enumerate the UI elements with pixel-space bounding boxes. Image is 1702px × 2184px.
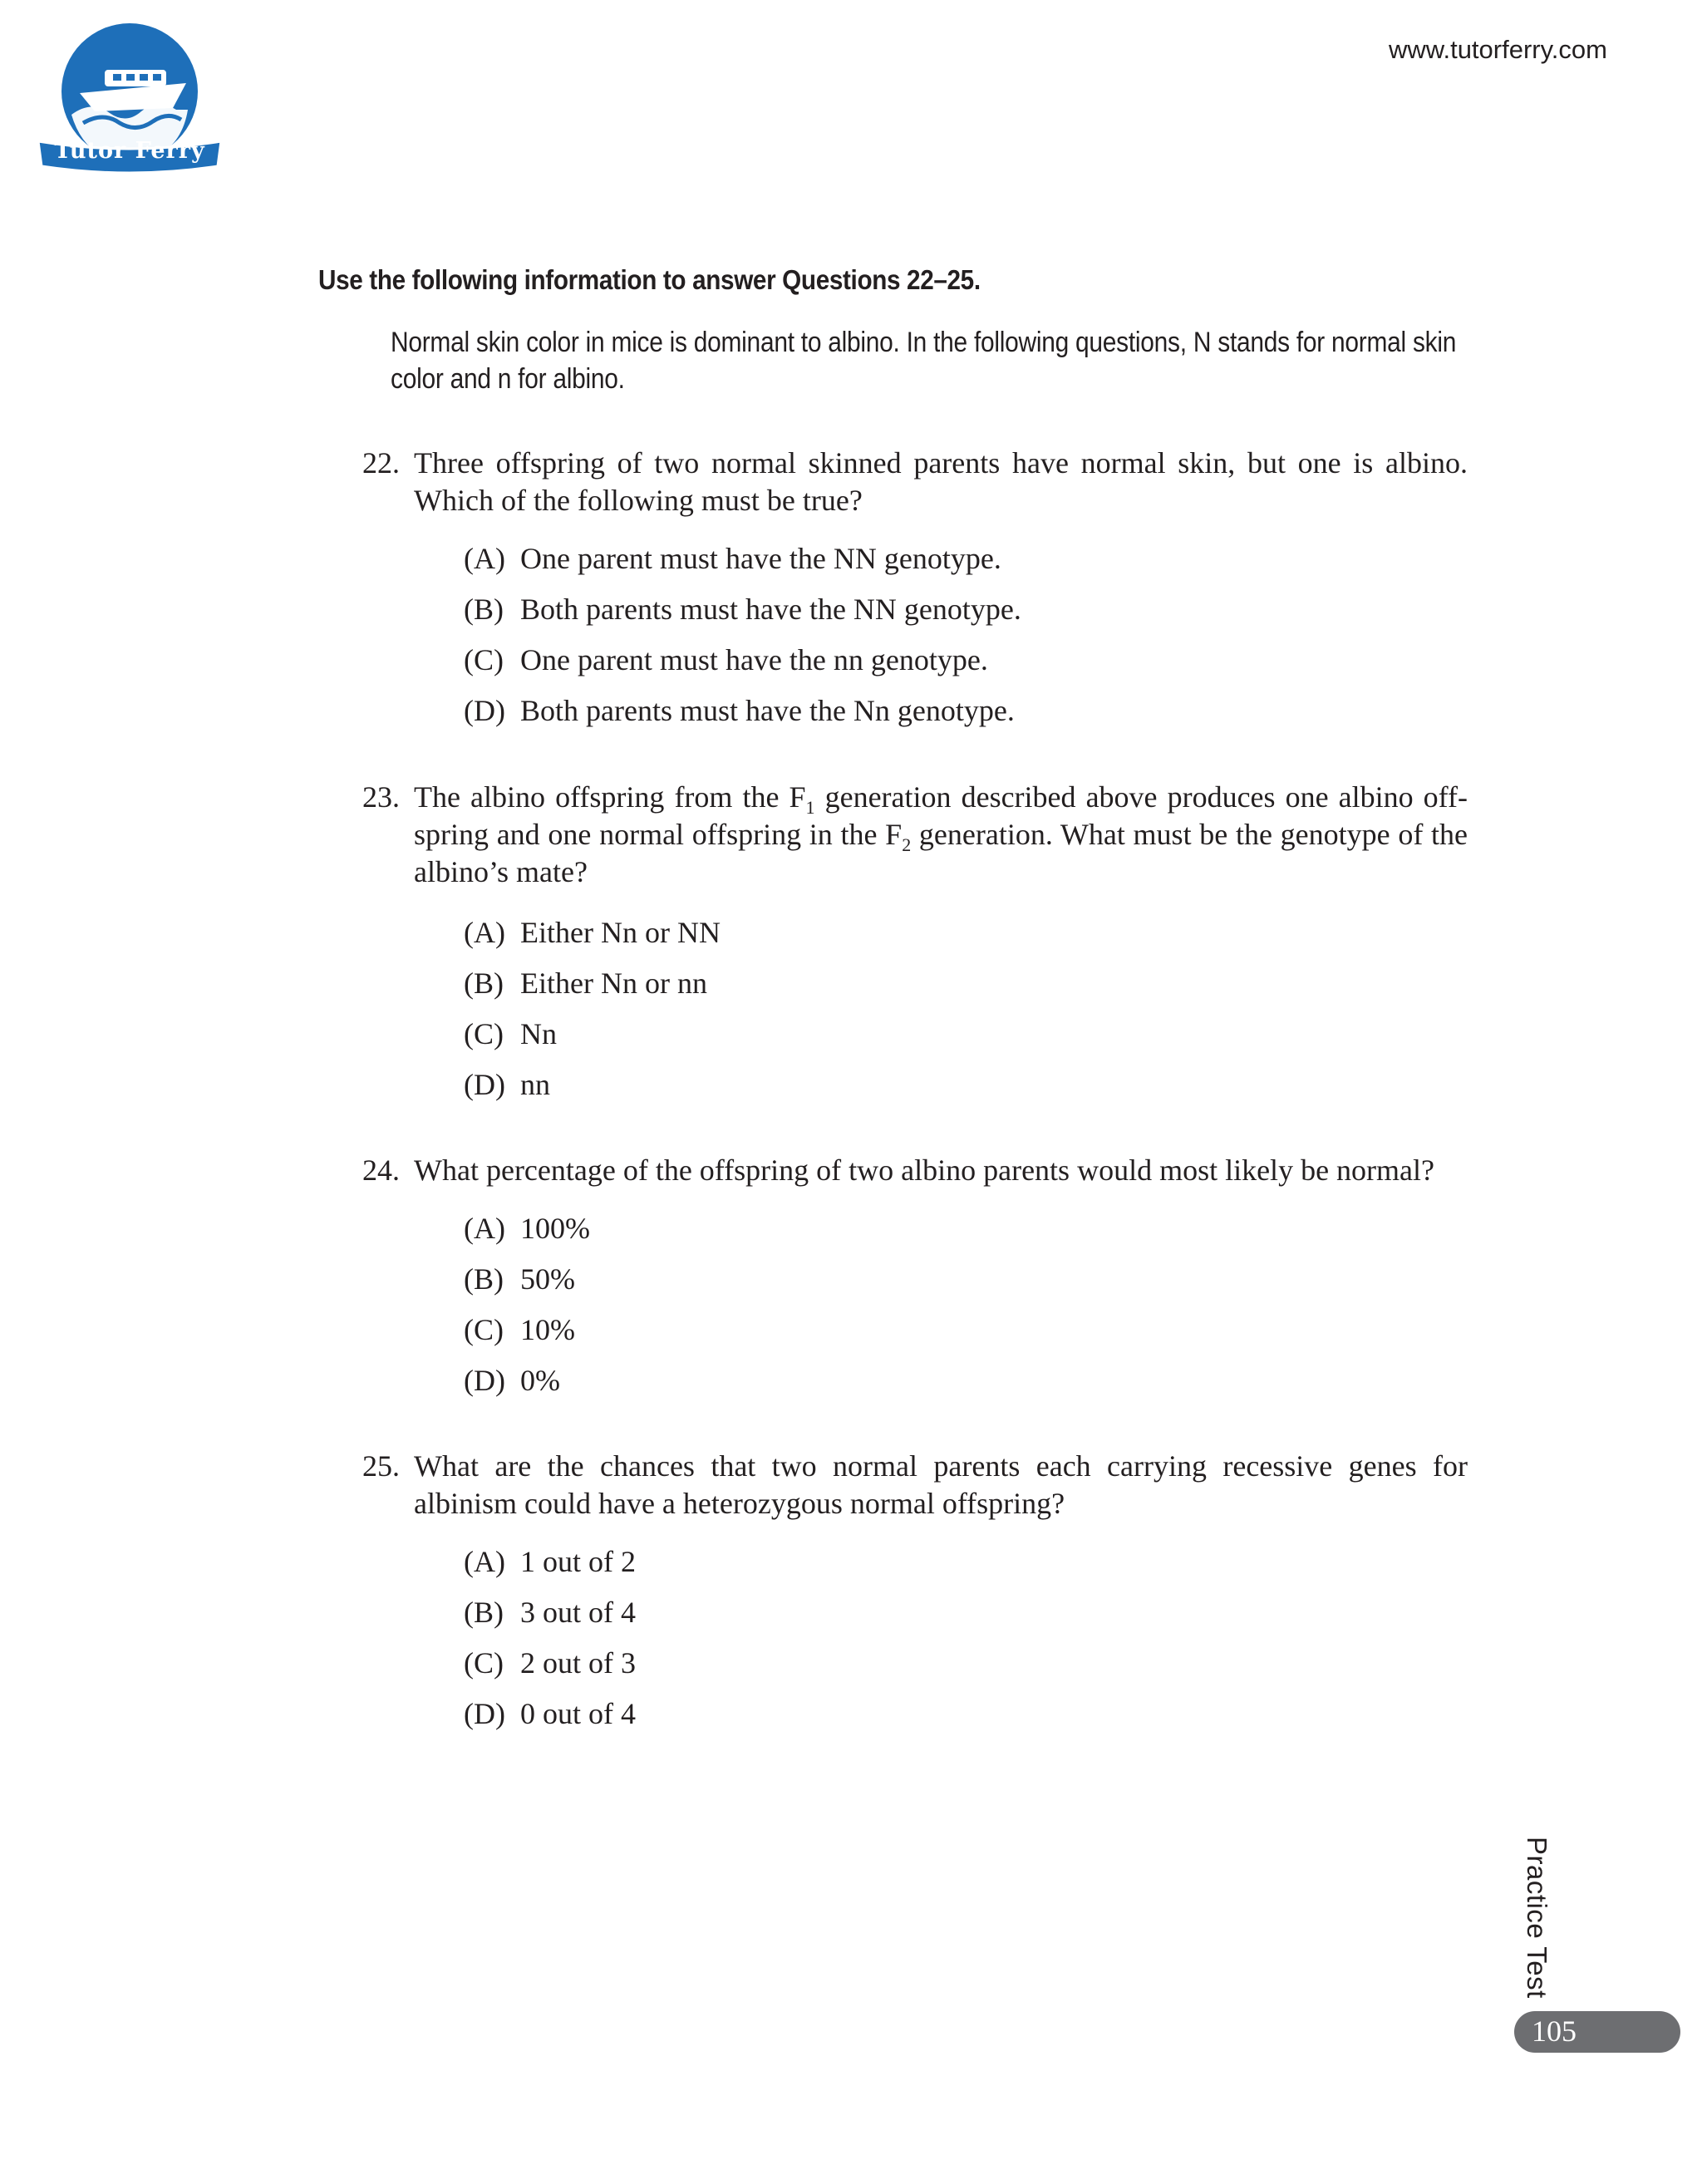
option-letter: (B) (464, 1596, 504, 1629)
page-number: 105 (1532, 2014, 1577, 2048)
option-letter: (A) (464, 916, 505, 949)
question-stem (362, 1152, 1468, 1189)
option-letter: (A) (464, 542, 505, 575)
answer-option[interactable] (464, 965, 1468, 1016)
option-text: Both parents must have the NN genotype. (520, 593, 1021, 626)
option-text: Either Nn or NN (520, 916, 721, 949)
option-text: 3 out of 4 (520, 1596, 636, 1629)
answer-options (464, 1543, 1468, 1746)
question-number: 22. (362, 446, 400, 480)
option-letter: (D) (464, 1364, 505, 1397)
question-23 (362, 779, 1468, 1117)
option-letter: (C) (464, 643, 504, 676)
question-text: What percentage of the offspring of two albino parents would most likely be normal? (414, 1153, 1434, 1187)
option-letter: (A) (464, 1545, 505, 1578)
context-paragraph: Normal skin color in mice is dominant to albino. In the following questions, N stands for normal skin color and n for albino. (391, 327, 1457, 395)
answer-option[interactable] (464, 1645, 1468, 1695)
option-text: 2 out of 3 (520, 1646, 636, 1680)
question-number: 25. (362, 1449, 400, 1483)
option-text: nn (520, 1068, 550, 1101)
option-text: Either Nn or nn (520, 967, 707, 1000)
option-text: Nn (520, 1017, 557, 1050)
question-number: 24. (362, 1153, 400, 1187)
option-text: Both parents must have the Nn genotype. (520, 694, 1015, 727)
option-letter: (D) (464, 1697, 505, 1730)
option-text: 100% (520, 1212, 590, 1245)
answer-option[interactable] (464, 692, 1468, 743)
answer-options (464, 1210, 1468, 1413)
logo-text: Tutor Ferry (54, 138, 205, 164)
answer-option[interactable] (464, 1261, 1468, 1311)
option-text: One parent must have the NN genotype. (520, 542, 1001, 575)
option-text: 10% (520, 1313, 575, 1346)
answer-option[interactable] (464, 914, 1468, 965)
answer-option[interactable] (464, 1066, 1468, 1117)
answer-option[interactable] (464, 1311, 1468, 1362)
question-number: 23. (362, 780, 400, 814)
question-stem (362, 445, 1468, 519)
tutor-ferry-logo (33, 17, 226, 175)
question-25 (362, 1448, 1468, 1746)
answer-option[interactable] (464, 591, 1468, 642)
instruction-heading: Use the following information to answer Questions 22–25. (318, 264, 981, 295)
answer-option[interactable] (464, 1543, 1468, 1594)
option-text: 0% (520, 1364, 560, 1397)
answer-option[interactable] (464, 540, 1468, 591)
question-stem (362, 779, 1468, 891)
question-text: What are the chances that two normal parents each carrying recessive genes for albinism could have a heterozygous normal offspring? (414, 1449, 1468, 1520)
option-letter: (D) (464, 694, 505, 727)
subscript: 2 (902, 834, 912, 855)
option-letter: (D) (464, 1068, 505, 1101)
option-text: 1 out of 2 (520, 1545, 636, 1578)
question-stem (362, 1448, 1468, 1522)
option-letter: (A) (464, 1212, 505, 1245)
answer-option[interactable] (464, 1695, 1468, 1746)
option-letter: (C) (464, 1313, 504, 1346)
answer-options (464, 540, 1468, 743)
stem-part: generation. What must be the genotype of the albino’s mate? (414, 818, 1468, 888)
option-text: One parent must have the nn genotype. (520, 643, 988, 676)
question-22 (362, 445, 1468, 743)
stem-part: generation described above produces one albino off-spring and one normal offspring in the F (414, 780, 1468, 851)
option-letter: (C) (464, 1646, 504, 1680)
question-text (414, 780, 1468, 888)
answer-option[interactable] (464, 1594, 1468, 1645)
site-url: www.tutorferry.com (1389, 35, 1607, 64)
stem-part: The albino offspring from the F (414, 780, 806, 814)
option-letter: (B) (464, 967, 504, 1000)
question-text: Three offspring of two normal skinned parents have normal skin, but one is albino. Which of the following must be true? (414, 446, 1468, 517)
answer-option[interactable] (464, 1362, 1468, 1413)
question-24 (362, 1152, 1468, 1413)
answer-option[interactable] (464, 1210, 1468, 1261)
option-letter: (C) (464, 1017, 504, 1050)
option-text: 50% (520, 1262, 575, 1296)
answer-option[interactable] (464, 1016, 1468, 1066)
section-label: Practice Test (1522, 1837, 1552, 1999)
answer-options (464, 914, 1468, 1117)
subscript: 1 (805, 797, 815, 818)
option-letter: (B) (464, 593, 504, 626)
option-text: 0 out of 4 (520, 1697, 636, 1730)
answer-option[interactable] (464, 642, 1468, 692)
option-letter: (B) (464, 1262, 504, 1296)
